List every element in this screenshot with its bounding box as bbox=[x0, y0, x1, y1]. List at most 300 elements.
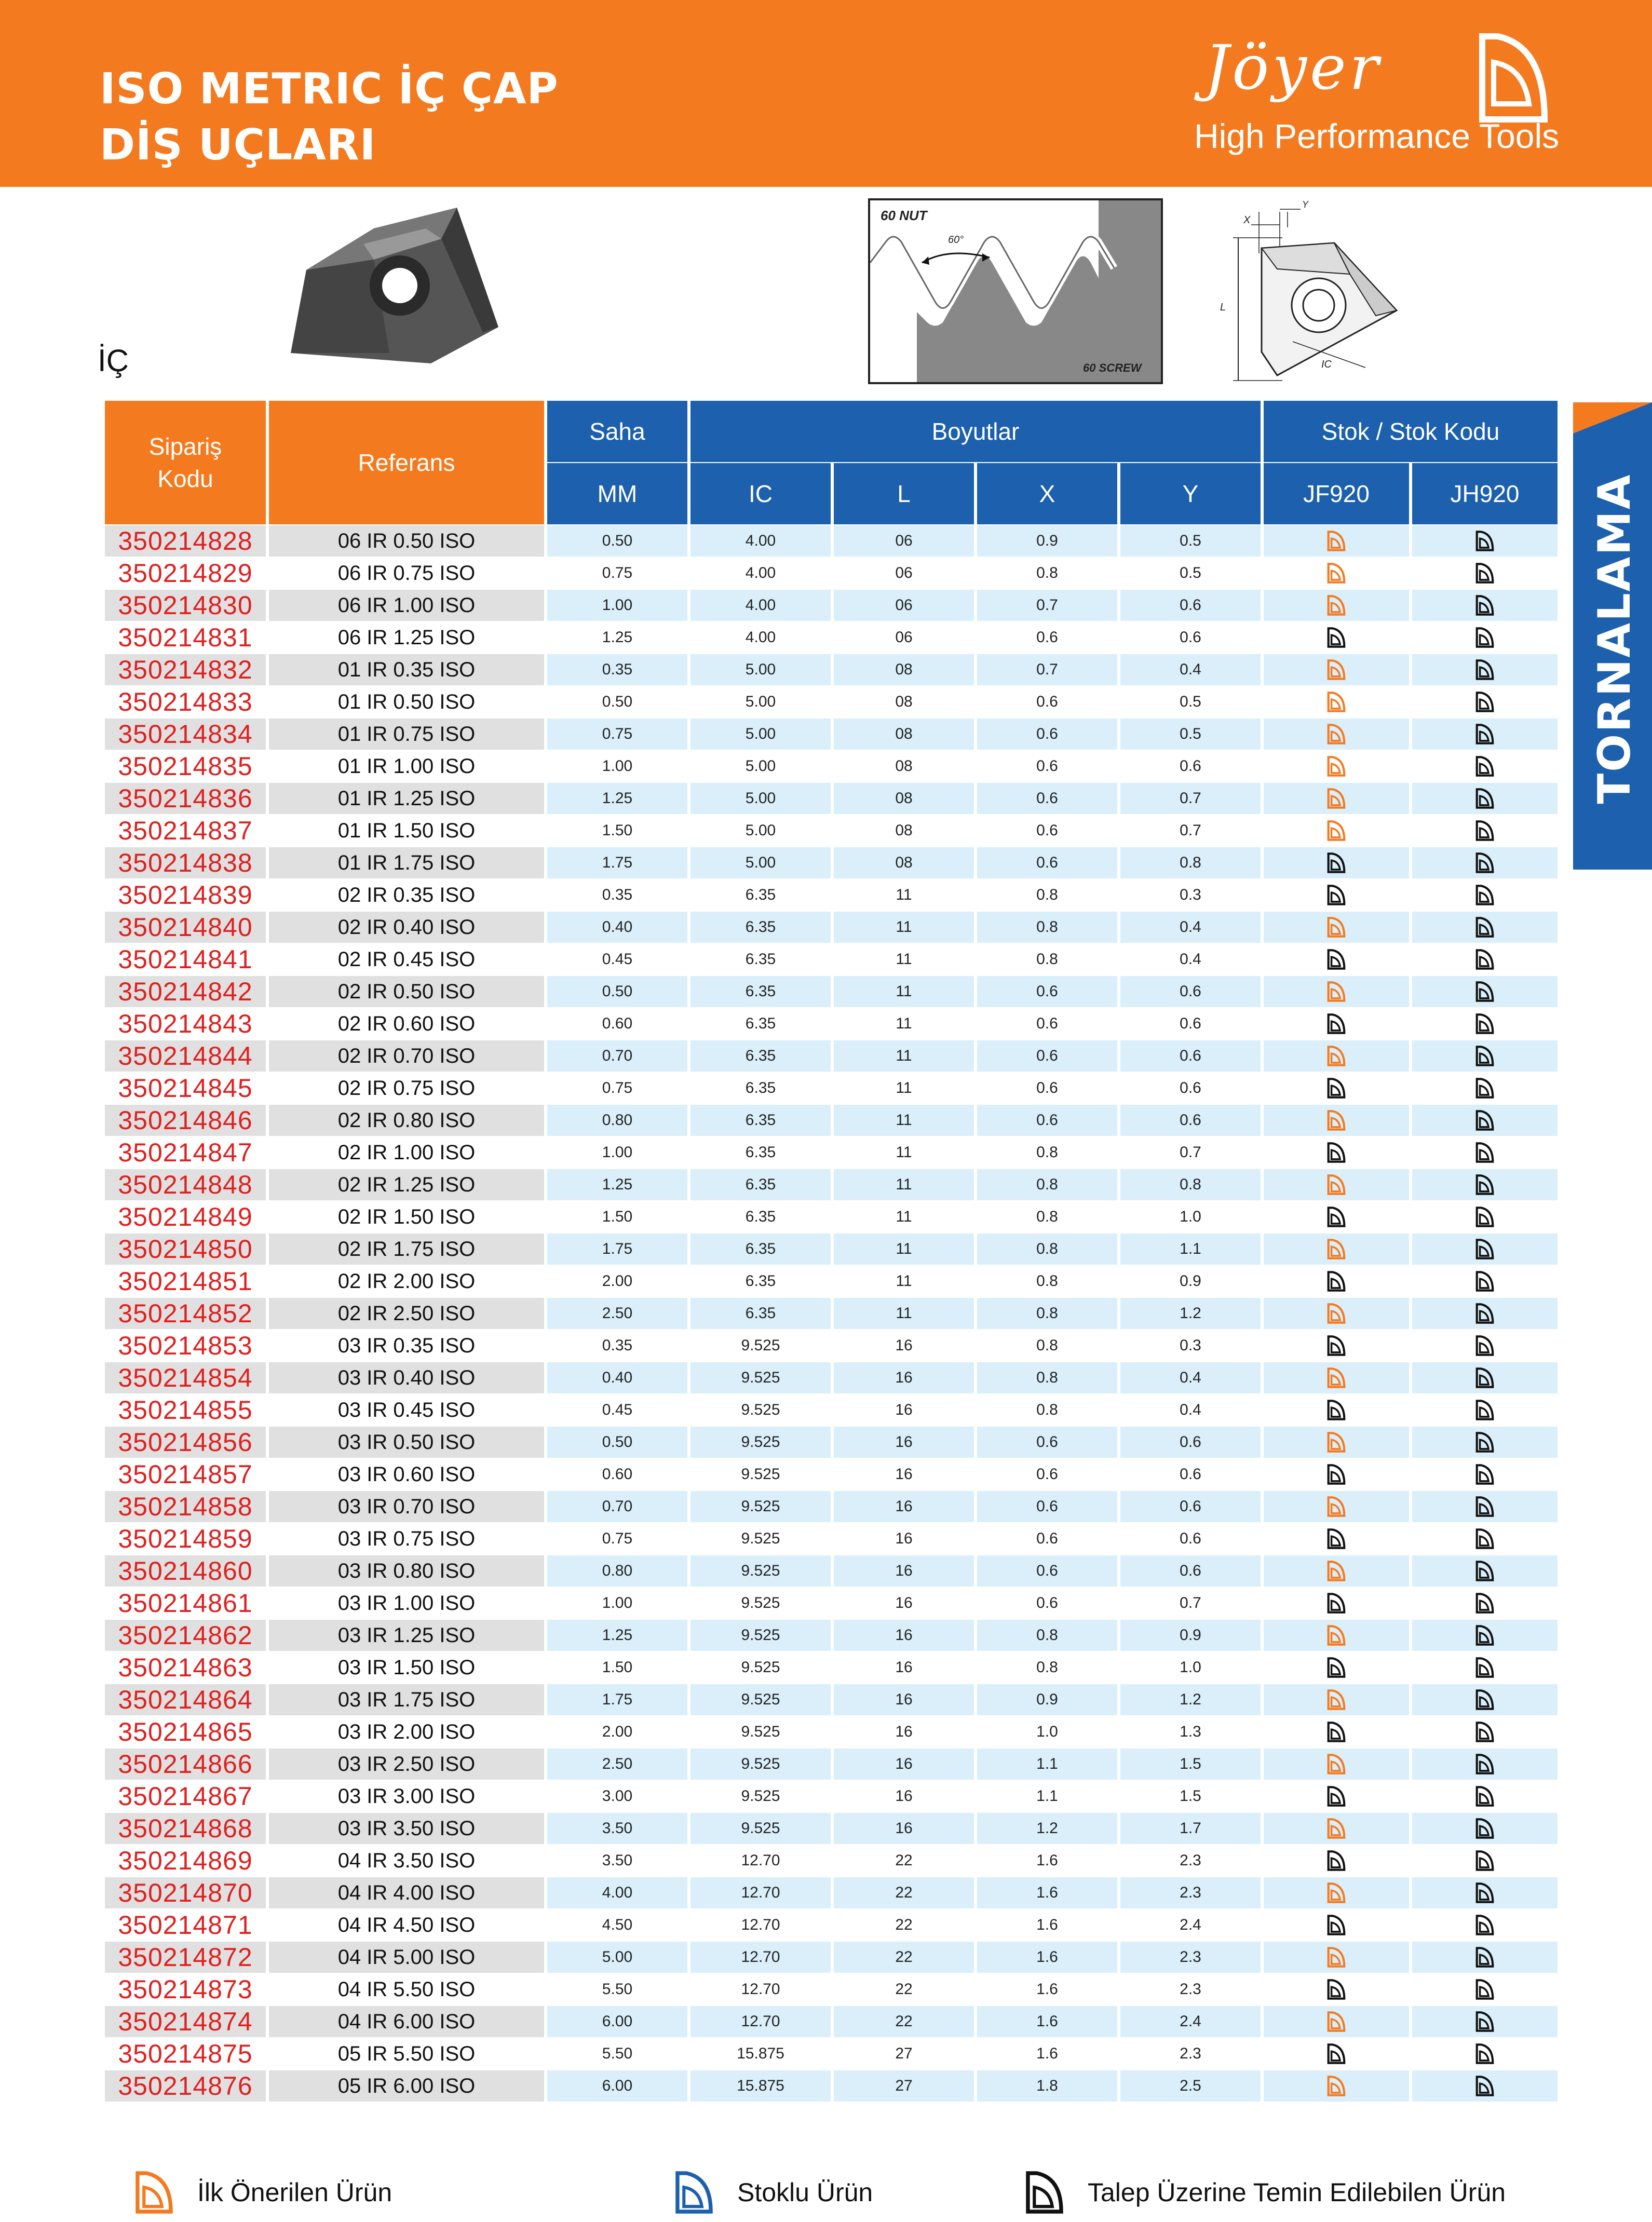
ic-cell: 6.35 bbox=[690, 944, 831, 975]
x-cell: 0.8 bbox=[977, 1652, 1117, 1683]
jh920-stock-cell bbox=[1412, 1749, 1558, 1780]
product-table bbox=[102, 400, 1561, 2103]
insert-black-icon bbox=[1326, 1915, 1347, 1935]
insert-black-icon bbox=[1326, 1207, 1347, 1227]
insert-black-icon bbox=[1474, 1882, 1495, 1903]
l-cell: 11 bbox=[834, 912, 974, 943]
table-body bbox=[105, 525, 1558, 2102]
l-cell: 08 bbox=[834, 783, 974, 814]
reference-cell: 02 IR 1.75 ISO bbox=[269, 1234, 544, 1265]
mm-cell: 0.50 bbox=[547, 976, 687, 1007]
order-code-cell: 350214866 bbox=[105, 1749, 266, 1780]
order-code-cell: 350214865 bbox=[105, 1716, 266, 1747]
insert-orange-icon bbox=[1326, 692, 1347, 712]
mm-cell: 0.40 bbox=[547, 1362, 687, 1393]
x-cell: 0.6 bbox=[977, 1523, 1117, 1554]
jf920-stock-cell bbox=[1264, 1877, 1409, 1908]
l-cell: 11 bbox=[834, 1234, 974, 1265]
header-banner bbox=[0, 0, 1652, 187]
x-cell: 1.1 bbox=[977, 1749, 1117, 1780]
reference-cell: 03 IR 0.80 ISO bbox=[269, 1555, 544, 1587]
order-code-cell: 350214875 bbox=[105, 2038, 266, 2069]
insert-black-icon bbox=[1474, 1979, 1495, 2000]
mm-cell: 5.50 bbox=[547, 2038, 687, 2069]
table-row bbox=[105, 1169, 1558, 1200]
x-cell: 0.8 bbox=[977, 1137, 1117, 1168]
jf920-stock-cell bbox=[1264, 1909, 1409, 1941]
jf920-stock-cell bbox=[1264, 976, 1409, 1007]
screw-label: 60 SCREW bbox=[1083, 361, 1142, 374]
jf920-stock-cell bbox=[1264, 912, 1409, 943]
ic-cell: 6.35 bbox=[690, 1040, 831, 1072]
mm-cell: 0.60 bbox=[547, 1008, 687, 1039]
jf920-stock-cell bbox=[1264, 1362, 1409, 1393]
jh920-stock-cell bbox=[1412, 1942, 1558, 1973]
mm-cell: 0.75 bbox=[547, 558, 687, 589]
table-row bbox=[105, 719, 1558, 750]
y-cell: 2.3 bbox=[1120, 2038, 1261, 2069]
order-code-cell: 350214846 bbox=[105, 1105, 266, 1136]
l-cell: 08 bbox=[834, 686, 974, 717]
reference-cell: 01 IR 0.75 ISO bbox=[269, 719, 544, 750]
table-row bbox=[105, 847, 1558, 878]
l-cell: 06 bbox=[834, 558, 974, 589]
mm-cell: 0.70 bbox=[547, 1491, 687, 1522]
order-code-cell: 350214830 bbox=[105, 590, 266, 621]
reference-cell: 04 IR 3.50 ISO bbox=[269, 1845, 544, 1876]
jf920-stock-cell bbox=[1264, 847, 1409, 878]
l-cell: 06 bbox=[834, 622, 974, 653]
l-cell: 08 bbox=[834, 847, 974, 878]
insert-orange-icon bbox=[1326, 724, 1347, 744]
order-code-cell: 350214860 bbox=[105, 1555, 266, 1587]
y-cell: 1.7 bbox=[1120, 1813, 1261, 1844]
y-cell: 1.0 bbox=[1120, 1201, 1261, 1232]
table-row bbox=[105, 590, 1558, 621]
insert-orange-icon bbox=[1326, 1367, 1347, 1388]
x-cell: 0.6 bbox=[977, 1588, 1117, 1619]
jh920-stock-cell bbox=[1412, 1298, 1558, 1329]
insert-orange-icon bbox=[1326, 595, 1347, 616]
col-dimensions-header: Boyutlar bbox=[690, 401, 1261, 462]
insert-black-icon bbox=[1474, 852, 1495, 873]
mm-cell: 1.00 bbox=[547, 1137, 687, 1168]
jh920-stock-cell bbox=[1412, 751, 1558, 782]
y-cell: 0.4 bbox=[1120, 1394, 1261, 1426]
order-code-cell: 350214859 bbox=[105, 1523, 266, 1554]
table-row bbox=[105, 1008, 1558, 1039]
insert-black-icon bbox=[1326, 1722, 1347, 1742]
insert-black-icon bbox=[1326, 885, 1347, 905]
mm-cell: 3.00 bbox=[547, 1781, 687, 1812]
ic-cell: 6.35 bbox=[690, 879, 831, 911]
jh920-stock-cell bbox=[1412, 1008, 1558, 1039]
l-cell: 16 bbox=[834, 1491, 974, 1522]
insert-black-icon bbox=[1474, 885, 1495, 905]
table-row bbox=[105, 2070, 1558, 2102]
y-cell: 1.1 bbox=[1120, 1234, 1261, 1265]
table-row bbox=[105, 2006, 1558, 2037]
insert-black-icon bbox=[1326, 1013, 1347, 1034]
ic-cell: 9.525 bbox=[690, 1330, 831, 1361]
table-row bbox=[105, 944, 1558, 975]
insert-orange-icon bbox=[1326, 820, 1347, 841]
order-code-cell: 350214840 bbox=[105, 912, 266, 943]
jf920-stock-cell bbox=[1264, 1974, 1409, 2005]
x-cell: 0.6 bbox=[977, 1427, 1117, 1458]
ic-cell: 6.35 bbox=[690, 1201, 831, 1232]
x-cell: 0.9 bbox=[977, 525, 1117, 557]
reference-cell: 02 IR 0.60 ISO bbox=[269, 1008, 544, 1039]
col-ic-header: IC bbox=[690, 463, 831, 524]
mm-cell: 3.50 bbox=[547, 1845, 687, 1876]
insert-black-icon bbox=[1474, 595, 1495, 616]
x-cell: 1.6 bbox=[977, 1877, 1117, 1908]
jf920-stock-cell bbox=[1264, 1491, 1409, 1522]
col-reference-header: Referans bbox=[269, 401, 544, 524]
jh920-stock-cell bbox=[1412, 1652, 1558, 1683]
y-cell: 1.5 bbox=[1120, 1781, 1261, 1812]
insert-orange-icon bbox=[1326, 1432, 1347, 1453]
ic-cell: 4.00 bbox=[690, 558, 831, 589]
mm-cell: 0.40 bbox=[547, 912, 687, 943]
ic-cell: 6.35 bbox=[690, 912, 831, 943]
order-code-cell: 350214854 bbox=[105, 1362, 266, 1393]
y-cell: 2.3 bbox=[1120, 1942, 1261, 1973]
insert-black-icon bbox=[1474, 1915, 1495, 1935]
reference-cell: 03 IR 3.00 ISO bbox=[269, 1781, 544, 1812]
insert-black-icon bbox=[1326, 1335, 1347, 1356]
jf920-stock-cell bbox=[1264, 783, 1409, 814]
mm-cell: 1.50 bbox=[547, 815, 687, 846]
l-cell: 11 bbox=[834, 879, 974, 911]
insert-black-icon bbox=[1326, 1142, 1347, 1163]
y-cell: 0.8 bbox=[1120, 1169, 1261, 1200]
jh920-stock-cell bbox=[1412, 815, 1558, 846]
table-row bbox=[105, 1459, 1558, 1490]
y-cell: 0.6 bbox=[1120, 1008, 1261, 1039]
y-cell: 0.6 bbox=[1120, 1073, 1261, 1104]
x-cell: 0.8 bbox=[977, 1201, 1117, 1232]
insert-black-icon bbox=[1474, 2076, 1495, 2096]
ic-cell: 6.35 bbox=[690, 1234, 831, 1265]
brand-block bbox=[1194, 31, 1560, 166]
l-cell: 16 bbox=[834, 1394, 974, 1426]
thread-profile-diagram bbox=[868, 198, 1163, 384]
jh920-stock-cell bbox=[1412, 1105, 1558, 1136]
order-code-cell: 350214850 bbox=[105, 1234, 266, 1265]
x-cell: 0.6 bbox=[977, 976, 1117, 1007]
order-code-cell: 350214874 bbox=[105, 2006, 266, 2037]
x-cell: 0.7 bbox=[977, 654, 1117, 685]
order-code-cell: 350214855 bbox=[105, 1394, 266, 1426]
x-cell: 1.6 bbox=[977, 1974, 1117, 2005]
l-cell: 27 bbox=[834, 2038, 974, 2069]
jh920-stock-cell bbox=[1412, 2038, 1558, 2069]
insert-photo-icon bbox=[286, 197, 519, 369]
l-cell: 16 bbox=[834, 1684, 974, 1715]
mm-cell: 4.00 bbox=[547, 1877, 687, 1908]
insert-orange-icon bbox=[1326, 1561, 1347, 1581]
l-cell: 27 bbox=[834, 2070, 974, 2102]
l-cell: 08 bbox=[834, 654, 974, 685]
reference-cell: 02 IR 0.50 ISO bbox=[269, 976, 544, 1007]
insert-orange-icon bbox=[1326, 2076, 1347, 2096]
order-code-cell: 350214863 bbox=[105, 1652, 266, 1683]
col-jh920-header: JH920 bbox=[1412, 463, 1558, 524]
jh920-stock-cell bbox=[1412, 1491, 1558, 1522]
y-cell: 0.4 bbox=[1120, 1362, 1261, 1393]
order-code-cell: 350214851 bbox=[105, 1266, 266, 1297]
mm-cell: 1.00 bbox=[547, 751, 687, 782]
ic-cell: 12.70 bbox=[690, 1942, 831, 1973]
reference-cell: 03 IR 1.75 ISO bbox=[269, 1684, 544, 1715]
insert-orange-icon bbox=[1326, 1689, 1347, 1710]
jh920-stock-cell bbox=[1412, 1909, 1558, 1941]
order-code-cell: 350214834 bbox=[105, 719, 266, 750]
y-cell: 0.6 bbox=[1120, 1459, 1261, 1490]
insert-black-icon bbox=[1326, 1657, 1347, 1678]
jf920-stock-cell bbox=[1264, 1813, 1409, 1844]
x-cell: 0.6 bbox=[977, 783, 1117, 814]
jh920-stock-cell bbox=[1412, 976, 1558, 1007]
y-cell: 0.4 bbox=[1120, 654, 1261, 685]
col-stock-header: Stok / Stok Kodu bbox=[1264, 401, 1558, 462]
ic-cell: 5.00 bbox=[690, 751, 831, 782]
nut-label: 60 NUT bbox=[881, 208, 927, 223]
order-code-cell: 350214831 bbox=[105, 622, 266, 653]
jf920-stock-cell bbox=[1264, 815, 1409, 846]
insert-orange-icon bbox=[1326, 1046, 1347, 1066]
order-code-cell: 350214847 bbox=[105, 1137, 266, 1168]
order-code-cell: 350214828 bbox=[105, 525, 266, 557]
insert-black-icon bbox=[1474, 1078, 1495, 1099]
y-cell: 0.5 bbox=[1120, 558, 1261, 589]
y-cell: 1.2 bbox=[1120, 1684, 1261, 1715]
table-row bbox=[105, 815, 1558, 846]
insert-geometry-diagram bbox=[1210, 196, 1417, 388]
insert-orange-icon bbox=[1326, 788, 1347, 809]
x-cell: 0.8 bbox=[977, 912, 1117, 943]
insert-black-icon bbox=[1474, 1207, 1495, 1227]
insert-black-icon bbox=[1326, 1786, 1347, 1807]
table-row bbox=[105, 1909, 1558, 1941]
insert-black-icon bbox=[1474, 1174, 1495, 1195]
insert-orange-icon bbox=[1326, 1174, 1347, 1195]
reference-cell: 01 IR 1.75 ISO bbox=[269, 847, 544, 878]
order-code-cell: 350214858 bbox=[105, 1491, 266, 1522]
insert-black-icon bbox=[1326, 1464, 1347, 1485]
insert-black-icon bbox=[1474, 1303, 1495, 1324]
insert-black-icon bbox=[1326, 627, 1347, 648]
x-cell: 1.2 bbox=[977, 1813, 1117, 1844]
table-row bbox=[105, 1330, 1558, 1361]
insert-orange-icon bbox=[1326, 659, 1347, 680]
insert-black-icon bbox=[1326, 1400, 1347, 1420]
ic-cell: 4.00 bbox=[690, 622, 831, 653]
reference-cell: 02 IR 2.00 ISO bbox=[269, 1266, 544, 1297]
y-cell: 0.3 bbox=[1120, 1330, 1261, 1361]
insert-orange-icon bbox=[1326, 1754, 1347, 1774]
x-cell: 1.6 bbox=[977, 1942, 1117, 1973]
insert-black-icon bbox=[1474, 659, 1495, 680]
insert-black-icon bbox=[1474, 1657, 1495, 1678]
table-row bbox=[105, 1298, 1558, 1329]
insert-black-icon bbox=[1474, 1818, 1495, 1839]
order-code-cell: 350214835 bbox=[105, 751, 266, 782]
reference-cell: 05 IR 5.50 ISO bbox=[269, 2038, 544, 2069]
brand-name: Jöyer bbox=[1204, 32, 1382, 103]
l-cell: 22 bbox=[834, 1942, 974, 1973]
x-cell: 0.8 bbox=[977, 1169, 1117, 1200]
jf920-stock-cell bbox=[1264, 1427, 1409, 1458]
jh920-stock-cell bbox=[1412, 1459, 1558, 1490]
order-code-cell: 350214861 bbox=[105, 1588, 266, 1619]
insert-black-icon bbox=[1474, 981, 1495, 1002]
ic-cell: 12.70 bbox=[690, 1845, 831, 1876]
y-cell: 2.3 bbox=[1120, 1974, 1261, 2005]
mm-cell: 0.35 bbox=[547, 654, 687, 685]
legend-recommended bbox=[135, 2169, 392, 2216]
ic-cell: 12.70 bbox=[690, 2006, 831, 2037]
reference-cell: 02 IR 0.70 ISO bbox=[269, 1040, 544, 1072]
reference-cell: 02 IR 0.75 ISO bbox=[269, 1073, 544, 1104]
y-cell: 2.4 bbox=[1120, 2006, 1261, 2037]
jh920-stock-cell bbox=[1412, 1845, 1558, 1876]
insert-black-icon bbox=[1474, 627, 1495, 648]
table-row bbox=[105, 525, 1558, 557]
order-code-cell: 350214876 bbox=[105, 2070, 266, 2102]
mm-cell: 4.50 bbox=[547, 1909, 687, 1941]
insert-blue-icon bbox=[675, 2171, 713, 2214]
jf920-stock-cell bbox=[1264, 1588, 1409, 1619]
y-cell: 2.3 bbox=[1120, 1877, 1261, 1908]
mm-cell: 3.50 bbox=[547, 1813, 687, 1844]
jh920-stock-cell bbox=[1412, 686, 1558, 717]
reference-cell: 02 IR 2.50 ISO bbox=[269, 1298, 544, 1329]
order-code-cell: 350214836 bbox=[105, 783, 266, 814]
jf920-stock-cell bbox=[1264, 944, 1409, 975]
insert-black-icon bbox=[1025, 2171, 1064, 2214]
insert-black-icon bbox=[1474, 1754, 1495, 1774]
insert-orange-icon bbox=[1326, 917, 1347, 938]
y-cell: 0.8 bbox=[1120, 847, 1261, 878]
jf920-stock-cell bbox=[1264, 525, 1409, 557]
mm-cell: 1.50 bbox=[547, 1201, 687, 1232]
insert-black-icon bbox=[1474, 1046, 1495, 1066]
mm-cell: 2.00 bbox=[547, 1716, 687, 1747]
jf920-stock-cell bbox=[1264, 558, 1409, 589]
col-range-header: Saha bbox=[547, 401, 687, 462]
reference-cell: 02 IR 0.35 ISO bbox=[269, 879, 544, 911]
insert-orange-icon bbox=[1326, 756, 1347, 777]
order-code-cell: 350214829 bbox=[105, 558, 266, 589]
insert-black-icon bbox=[1474, 1593, 1495, 1614]
table-row bbox=[105, 912, 1558, 943]
l-cell: 06 bbox=[834, 590, 974, 621]
ic-cell: 12.70 bbox=[690, 1909, 831, 1941]
jf920-stock-cell bbox=[1264, 1942, 1409, 1973]
insert-orange-icon bbox=[1326, 1110, 1347, 1131]
jh920-stock-cell bbox=[1412, 847, 1558, 878]
jh920-stock-cell bbox=[1412, 590, 1558, 621]
reference-cell: 03 IR 0.50 ISO bbox=[269, 1427, 544, 1458]
x-cell: 1.6 bbox=[977, 2006, 1117, 2037]
l-cell: 22 bbox=[834, 1877, 974, 1908]
insert-black-icon bbox=[1474, 788, 1495, 809]
jh920-stock-cell bbox=[1412, 1877, 1558, 1908]
jh920-stock-cell bbox=[1412, 1620, 1558, 1651]
table-row bbox=[105, 686, 1558, 717]
y-cell: 0.9 bbox=[1120, 1620, 1261, 1651]
legend-on-request bbox=[1025, 2169, 1506, 2216]
l-cell: 16 bbox=[834, 1459, 974, 1490]
col-order-code-header: Sipariş Kodu bbox=[105, 401, 266, 524]
dim-y-label: Y bbox=[1302, 199, 1309, 210]
order-code-cell: 350214873 bbox=[105, 1974, 266, 2005]
l-cell: 16 bbox=[834, 1620, 974, 1651]
y-cell: 0.6 bbox=[1120, 1040, 1261, 1072]
section-label: İÇ bbox=[98, 343, 129, 378]
l-cell: 08 bbox=[834, 815, 974, 846]
order-code-cell: 350214841 bbox=[105, 944, 266, 975]
table-row bbox=[105, 1073, 1558, 1104]
col-jf920-header: JF920 bbox=[1264, 463, 1409, 524]
l-cell: 16 bbox=[834, 1555, 974, 1587]
insert-black-icon bbox=[1474, 1110, 1495, 1131]
insert-black-icon bbox=[1326, 1528, 1347, 1549]
table-row bbox=[105, 1781, 1558, 1812]
jf920-stock-cell bbox=[1264, 1749, 1409, 1780]
y-cell: 0.6 bbox=[1120, 1105, 1261, 1136]
y-cell: 1.3 bbox=[1120, 1716, 1261, 1747]
jh920-stock-cell bbox=[1412, 1394, 1558, 1426]
x-cell: 0.6 bbox=[977, 1073, 1117, 1104]
insert-orange-icon bbox=[1326, 1818, 1347, 1839]
jf920-stock-cell bbox=[1264, 1234, 1409, 1265]
reference-cell: 01 IR 0.35 ISO bbox=[269, 654, 544, 685]
reference-cell: 01 IR 1.25 ISO bbox=[269, 783, 544, 814]
insert-black-icon bbox=[1326, 1271, 1347, 1292]
angle-label: 60° bbox=[948, 234, 964, 246]
y-cell: 0.7 bbox=[1120, 1588, 1261, 1619]
jh920-stock-cell bbox=[1412, 558, 1558, 589]
ic-cell: 9.525 bbox=[690, 1620, 831, 1651]
y-cell: 0.6 bbox=[1120, 1491, 1261, 1522]
y-cell: 0.4 bbox=[1120, 912, 1261, 943]
reference-cell: 06 IR 1.25 ISO bbox=[269, 622, 544, 653]
table-row bbox=[105, 1845, 1558, 1876]
table-row bbox=[105, 654, 1558, 685]
col-mm-header: MM bbox=[547, 463, 687, 524]
table-row bbox=[105, 1427, 1558, 1458]
table-row bbox=[105, 1491, 1558, 1522]
table-row bbox=[105, 1813, 1558, 1844]
insert-black-icon bbox=[1474, 531, 1495, 551]
insert-black-icon bbox=[1474, 1528, 1495, 1549]
jf920-stock-cell bbox=[1264, 1781, 1409, 1812]
order-code-cell: 350214838 bbox=[105, 847, 266, 878]
jh920-stock-cell bbox=[1412, 1073, 1558, 1104]
insert-black-icon bbox=[1474, 1786, 1495, 1807]
mm-cell: 0.35 bbox=[547, 879, 687, 911]
reference-cell: 03 IR 1.50 ISO bbox=[269, 1652, 544, 1683]
x-cell: 0.8 bbox=[977, 1620, 1117, 1651]
y-cell: 0.6 bbox=[1120, 751, 1261, 782]
mm-cell: 1.00 bbox=[547, 1588, 687, 1619]
insert-black-icon bbox=[1474, 1400, 1495, 1420]
table-row bbox=[105, 1137, 1558, 1168]
